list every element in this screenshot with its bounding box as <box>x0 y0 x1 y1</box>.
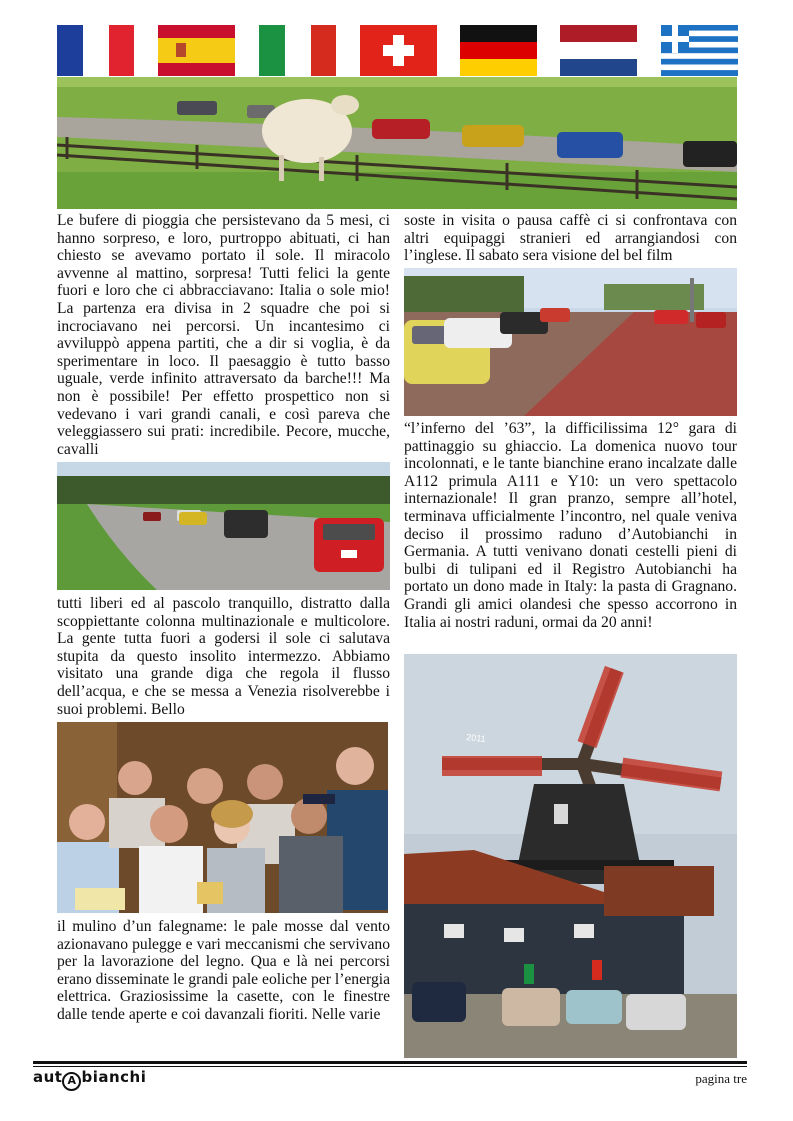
article-paragraph: il mulino d’un falegname: le pale mosse dal vento azionavano pulegge e vari meccanismi che servivano per la lavorazione del legno. Qua e là nei percorsi erano disseminate le grandi pale eoliche per l’energia elettrica. Graziosissime la casette, con le finestre dalle tende aperte e coi davanzali fioriti. Nelle varie <box>57 918 390 1023</box>
flag-france <box>57 25 134 76</box>
article-paragraph: soste in visita o pausa caffè ci si confrontava con altri equipaggi stranieri ed arrangiandosi con l’inglese. Il sabato sera visione del bel film <box>404 212 737 265</box>
photo-group-people <box>57 722 388 913</box>
article-text-col2-part2 <box>404 420 737 631</box>
windmill-sail-label: 2011 <box>465 732 487 745</box>
photo-sheep-rally <box>57 77 737 209</box>
flag-italy <box>259 25 336 76</box>
article-paragraph: tutti liberi ed al pascolo tranquillo, distratto dalla scoppiettante colonna multinazionale e multicolore. La gente tutta fuori a godersi il sole ci salutava stupita da questo insolito intermezzo. Abbiamo visitato una grande diga che regola il flusso dell’acqua, e che se messa a Venezia risolverebbe i suoi problemi. Bello <box>57 595 390 718</box>
article-text-col1-part3 <box>57 918 390 1024</box>
logo-a-mark: A <box>62 1072 81 1091</box>
footer-rule-thick <box>33 1061 747 1064</box>
article-text-col1-part2 <box>57 595 390 718</box>
article-paragraph: Le bufere di pioggia che persistevano da 5 mesi, ci hanno sorpreso, e loro, purtroppo abituati, ci han chiesto se avevamo portato il sole. Il miracolo avvenne al mattino, sorpresa! Tutti felici la gente fuori e loro che ci abbracciavano: Italia o sole mio! La partenza era divisa in 2 squadre che poi si incrociavano nei percorsi. Un incantesimo ci avviluppò appena partiti, che a dir si voglia, è da sperimentare in loco. Il paesaggio è tutto basso uguale, verde infinito attraversato da barche!!! Ma non è possibile! Per effetto prospettico non si vedevano i vari grandi canali, e così pareva che veleggiassero sui prati: incredibile. Pecore, mucche, cavalli <box>57 212 390 458</box>
flag-greece <box>661 25 738 76</box>
photo-road-cars <box>57 462 390 590</box>
autobianchi-logo <box>33 1068 146 1091</box>
article-text-col2-part1 <box>404 212 737 265</box>
article-paragraph: “l’inferno del ’63”, la difficilissima 12° gara di pattinaggio su ghiaccio. La domenica nuovo tour incolonnati, e le tante bianchine erano incalzate dalle A112 primula A111 e Y10: un vero spettacolo internazionale! Il gran pranzo, sempre all’hotel, terminava ufficialmente l’incontro, nel quale veniva deciso il prossimo raduno d’Autobianchi in Germania. A tutti venivano donati cestelli pieni di bulbi di tulipani ed il Registro Autobianchi ha portato un dono made in Italy: la pasta di Gragnano. Grandi gli amici olandesi che spesso accorrono in Italia ai nostri raduni, ormai da 20 anni! <box>404 420 737 631</box>
logo-text-left: aut <box>33 1068 63 1086</box>
flag-germany <box>460 25 537 76</box>
flag-switzerland <box>360 25 437 76</box>
flag-netherlands <box>560 25 637 76</box>
photo-parked-cars <box>404 268 737 416</box>
footer-rule-thin <box>33 1066 747 1067</box>
article-text-col1-part1 <box>57 212 390 458</box>
page-number: pagina tre <box>695 1071 747 1086</box>
logo-text-right: bianchi <box>81 1068 147 1086</box>
flag-spain <box>158 25 235 76</box>
photo-windmill <box>404 654 737 1058</box>
